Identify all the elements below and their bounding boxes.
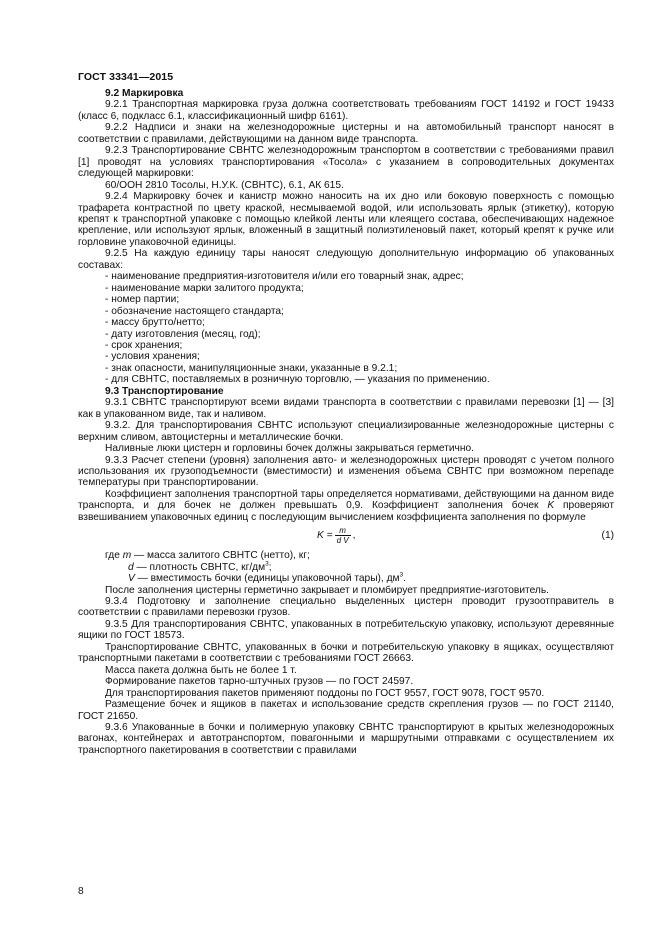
text-fragment: Коэффициент заполнения транспортной тары определяется нормативами, действующими на данном виде транспорта, и для бочек не должен превышать 0,9. Коэффициент заполнения бочек: [78, 488, 614, 512]
paragraph-hatches: Наливные люки цистерн и горловины бочек должны закрываться герметично.: [105, 443, 474, 455]
section-heading-9-3: 9.3 Транспортирование: [105, 385, 224, 397]
document-header: ГОСТ 33341—2015: [78, 71, 174, 83]
paragraph-9-2-1: 9.2.1 Транспортная маркировка груза должна соответствовать требованиям ГОСТ 14192 и ГОСТ 19433 (класс 6, подкласс 6.1, классификационный шифр 6161).: [78, 99, 614, 122]
section-heading-9-2: 9.2 Маркировка: [105, 88, 184, 99]
where-d: [78, 562, 614, 573]
variable-d: d: [128, 561, 134, 573]
text-fragment: проверяют взвешиванием упаковочных единиц с последующим вычислением коэффициента заполнения по формуле: [78, 500, 614, 523]
list-item: - массу брутто/нетто;: [105, 317, 205, 329]
list-item: - условия хранения;: [105, 351, 200, 363]
list-item: - наименование предприятия-изготовителя и/или его товарный знак, адрес;: [105, 271, 464, 283]
where-m: [78, 550, 614, 561]
formula-expression: [317, 526, 355, 545]
formula-numerator: m: [339, 526, 346, 536]
paragraph-placement: Размещение бочек и ящиков в пакетах и использование средств скрепления грузов — по ГОСТ 21140, ГОСТ 21650.: [78, 699, 614, 722]
paragraph-9-3-5: 9.3.5 Для транспортирования СВНТС, упакованных в потребительскую упаковку, используют деревянные ящики по ГОСТ 18573.: [78, 618, 614, 642]
paragraph-9-3-6: 9.3.6 Упакованные в бочки и полимерную упаковку СВНТС транспортируют в крытых железнодорожных вагонах, контейнерах и автотранспортом, повагонными и маршрутными отправками с осуществлением их транспортного пакетирования в соответствии с правилами: [78, 722, 614, 756]
paragraph-9-3-3: 9.3.3 Расчет степени (уровня) заполнения авто- и железнодорожных цистерн проводят с учетом полного использования их грузоподъемности (вместимости) и изменения объема СВНТС при возможном перепаде температуры при транспортировании.: [78, 454, 614, 489]
paragraph-sealing: После заполнения цистерны герметично закрывает и пломбирует предприятие-изготовитель.: [105, 584, 549, 596]
paragraph-9-3-4: 9.3.4 Подготовку и заполнение специально выделенных цистерн проводит грузоотправитель в соответствии с правилами перевозки грузов.: [78, 596, 614, 619]
text-fragment: — плотность СВНТС, кг/дм: [133, 561, 266, 573]
paragraph-packages: Транспортирование СВНТС, упакованных в бочки и потребительскую упаковку в ящиках, осуществляют транспортными пакетами в соответствии с требованиями ГОСТ 26663.: [78, 641, 614, 665]
paragraph-9-2-4: 9.2.4 Маркировку бочек и канистр можно наносить на их дно или боковую поверхность с помощью трафарета контрастной по цвету краской, несмываемой водой, или использовать ярлык (этикетку), которую крепят к транспортной упаковке с помощью клейкой ленты или клеящего состава, обеспечивающих надежное крепление, или используют ярлык, вложенный в защитный полиэтиленовый пакет, который крепят к ручке или горловине упаковочной единицы.: [78, 191, 614, 248]
list-item: - наименование марки залитого продукта;: [105, 282, 304, 294]
page-number: 8: [78, 886, 84, 897]
page-body: [78, 88, 614, 756]
where-v: [78, 573, 614, 584]
list-item: - номер партии;: [105, 294, 180, 306]
paragraph-package-mass: Масса пакета должна быть не более 1 т.: [105, 664, 297, 676]
variable-m: m: [122, 550, 132, 562]
paragraph-9-3-2: 9.3.2. Для транспортирования СВНТС используют специализированные железнодорожные цистерны с верхним сливом, автоцистерны и металлические бочки.: [78, 420, 614, 443]
paragraph-9-2-2: 9.2.2 Надписи и знаки на железнодорожные цистерны и на автомобильный транспорт наносят в соответствии с правилами, действующими на данном виде транспорта.: [78, 122, 614, 145]
text-fragment: ;: [268, 561, 272, 573]
list-item: - обозначение настоящего стандарта;: [105, 305, 284, 317]
paragraph-package-forming: Формирование пакетов тарно-штучных грузов — по ГОСТ 24597.: [105, 676, 414, 688]
paragraph-fill-coefficient: [78, 489, 614, 523]
list-item: - дату изготовления (месяц, год);: [105, 328, 261, 340]
text-fragment: где: [105, 550, 123, 562]
superscript: 3: [399, 571, 404, 579]
paragraph-9-3-1: 9.3.1 СВНТС транспортируют всеми видами транспорта в соответствии с правилами перевозки [1] — [3] как в упакованном виде, так и наливом.: [78, 397, 614, 420]
paragraph-pallets: Для транспортирования пакетов применяют поддоны по ГОСТ 9557, ГОСТ 9078, ГОСТ 9570.: [105, 687, 545, 699]
text-fragment: — вместимость бочки (единицы упаковочной тары), дм: [134, 573, 400, 585]
formula-denominator: d V: [336, 536, 349, 546]
list-item: - срок хранения;: [105, 339, 183, 351]
formula-fraction: [335, 526, 351, 545]
text-fragment: — масса залитого СВНТС (нетто), кг;: [131, 550, 310, 562]
variable-v: V: [128, 573, 135, 585]
paragraph-9-2-3: 9.2.3 Транспортирование СВНТС железнодорожным транспортом в соответствии с требованиями правил [1] проводят на условиях транспортирования «Тосола» с указанием в сопроводительных документах следующей маркировки:: [78, 145, 614, 180]
formula-number: (1): [601, 530, 614, 542]
text-fragment: .: [403, 573, 407, 585]
superscript: 3: [265, 560, 269, 568]
marking-text: 60/ООН 2810 Тосолы, Н.У.К. (СВНТС), 6.1, АК 615.: [105, 179, 344, 191]
list-item: - знак опасности, манипуляционные знаки, указанные в 9.2.1;: [105, 362, 398, 374]
formula-lhs: K =: [317, 529, 333, 541]
list-item: - для СВНТС, поставляемых в розничную торговлю, — указания по применению.: [105, 374, 490, 386]
formula-1: [78, 525, 614, 549]
variable-k: K: [547, 500, 555, 512]
paragraph-9-2-5: 9.2.5 На каждую единицу тары наносят следующую дополнительную информацию об упакованных составах:: [78, 248, 614, 271]
formula-tail: ,: [352, 529, 356, 541]
